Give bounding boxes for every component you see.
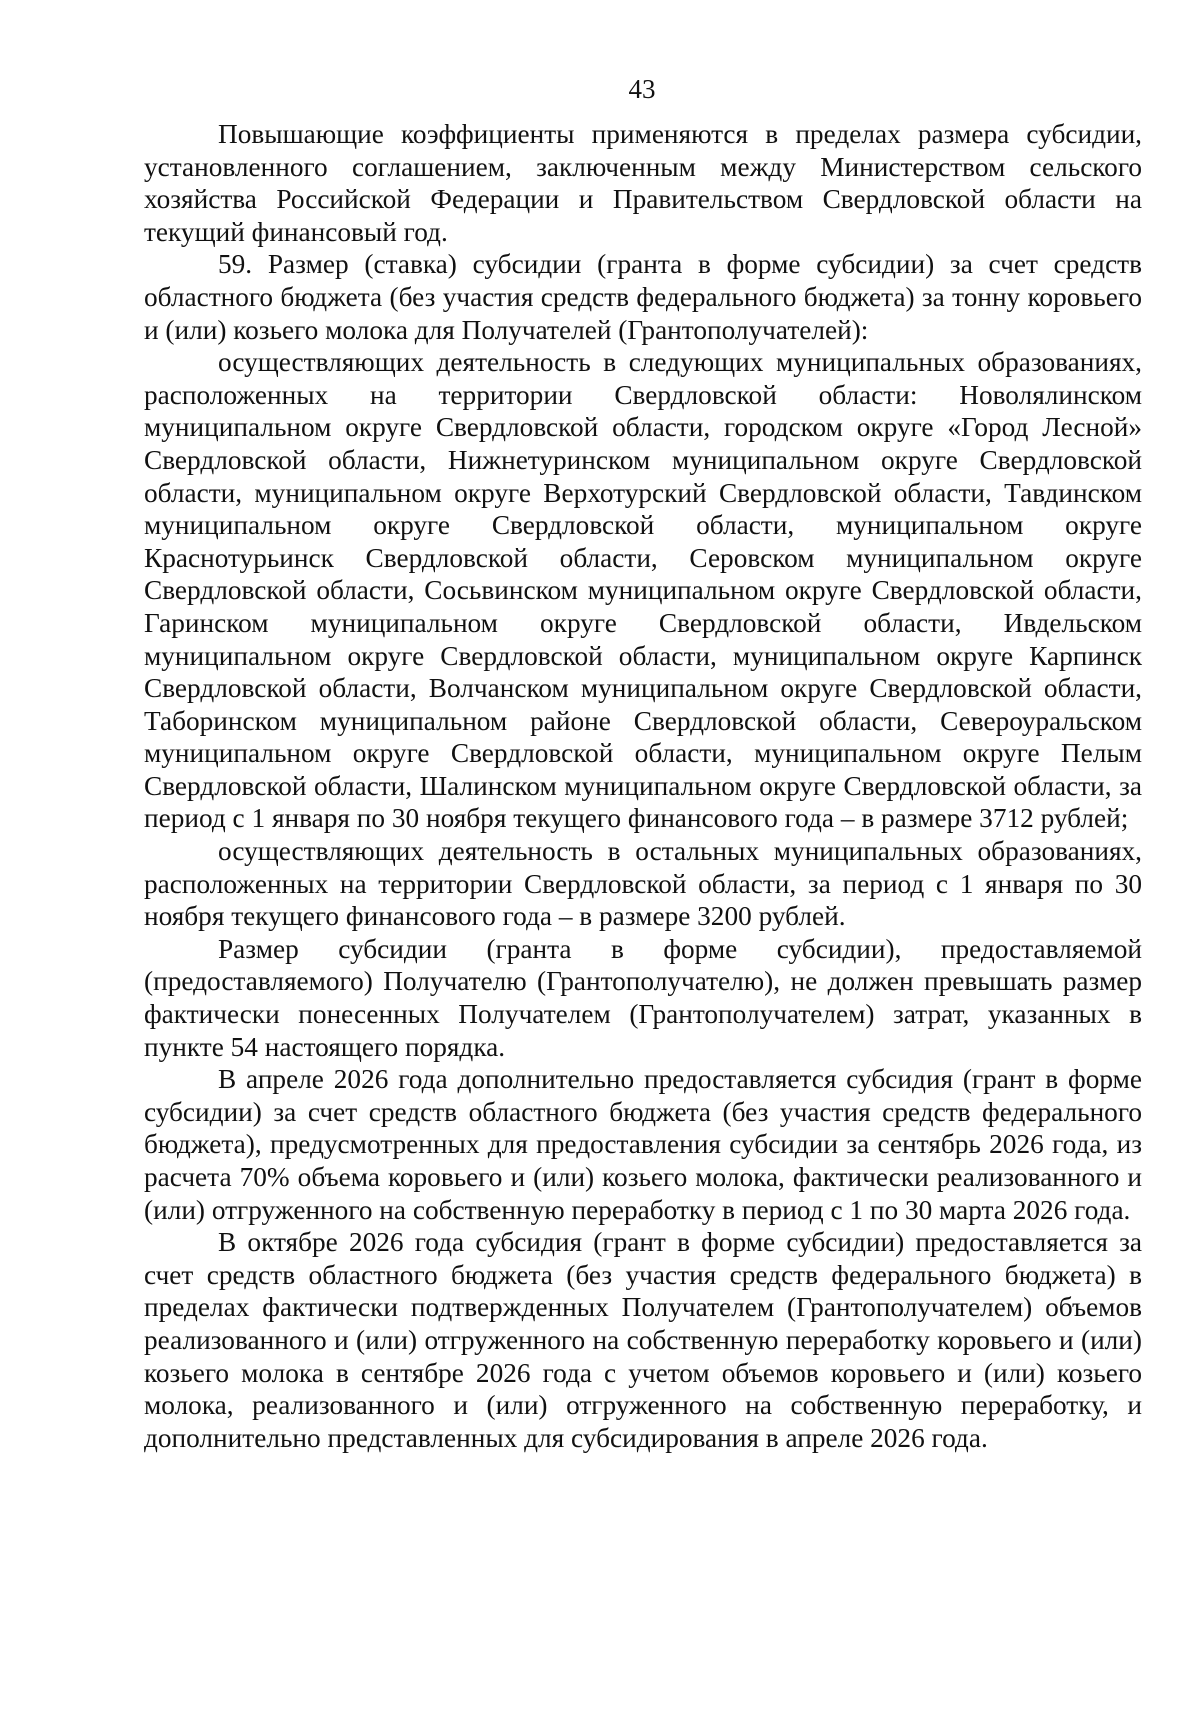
paragraph-listed-municipalities: осуществляющих деятельность в следующих муниципальных образованиях, расположенных на территории Свердловской области: Новолялинском муниципальном округе Свердловской области, городском округе «Город Лесной» Свердловской области, Нижнетуринском муниципальном округе Свердловской области, муниципальном округе Верхотурский Свердловской области, Тавдинском муниципальном округе Свердловской области, муниципальном округе Краснотурьинск Свердловской области, Серовском муниципальном округе Свердловской области, Сосьвинском муниципальном округе Свердловской области, Гаринском муниципальном округе Свердловской области, Ивдельском муниципальном округе Свердловской области, муниципальном округе Карпинск Свердловской области, Волчанском муниципальном округе Свердловской области, Таборинском муниципальном районе Свердловской области, Североуральском муниципальном округе Свердловской области, муниципальном округе Пелым Свердловской области, Шалинском муниципальном округе Свердловской области, за период с 1 января по 30 ноября текущего финансового года – в размере 3712 рублей; [144,347,1142,834]
paragraph-april-subsidy: В апреле 2026 года дополнительно предоставляется субсидия (грант в форме субсидии) за счет средств областного бюджета (без участия средств федерального бюджета), предусмотренных для предоставления субсидии за сентябрь 2026 года, из расчета 70% объема коровьего и (или) козьего молока, фактически реализованного и (или) отгруженного на собственную переработку в период с 1 по 30 марта 2026 года. [144,1064,1142,1225]
paragraph-coefficients: Повышающие коэффициенты применяются в пределах размера субсидии, установленного соглашением, заключенным между Министерством сельского хозяйства Российской Федерации и Правительством Свердловской области на текущий финансовый год. [144,119,1142,247]
paragraph-october-subsidy: В октябре 2026 года субсидия (грант в форме субсидии) предоставляется за счет средств областного бюджета (без участия средств федерального бюджета) в пределах фактически подтвержденных Получателем (Грантополучателем) объемов реализованного и (или) отгруженного на собственную переработку коровьего и (или) козьего молока в сентябре 2026 года с учетом объемов коровьего и (или) козьего молока, реализованного и (или) отгруженного на собственную переработку, и дополнительно представленных для субсидирования в апреле 2026 года. [144,1227,1142,1453]
paragraph-subsidy-limit: Размер субсидии (гранта в форме субсидии), предоставляемой (предоставляемого) Получателю (Грантополучателю), не должен превышать размер фактически понесенных Получателем (Грантополучателем) затрат, указанных в пункте 54 настоящего порядка. [144,933,1142,1062]
document-body [144,118,1142,1454]
paragraph-other-municipalities: осуществляющих деятельность в остальных муниципальных образованиях, расположенных на территории Свердловской области, за период с 1 января по 30 ноября текущего финансового года – в размере 3200 рублей. [144,836,1142,932]
paragraph-item-59: 59. Размер (ставка) субсидии (гранта в форме субсидии) за счет средств областного бюджета (без участия средств федерального бюджета) за тонну коровьего и (или) козьего молока для Получателей (Грантополучателей): [144,249,1142,345]
page-number: 43 [628,74,656,104]
